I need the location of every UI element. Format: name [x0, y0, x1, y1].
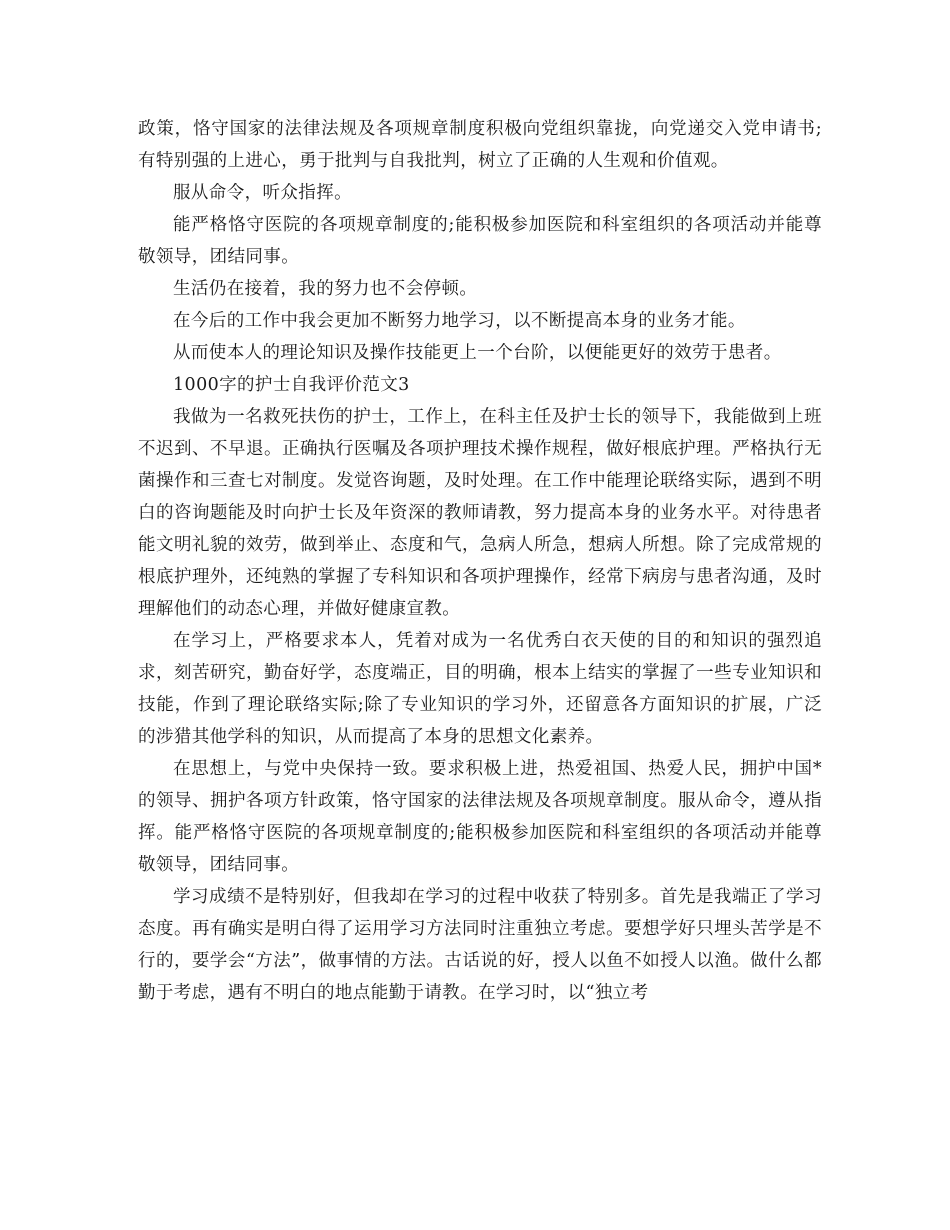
paragraph: 学习成绩不是特别好，但我却在学习的过程中收获了特别多。首先是我端正了学习态度。再有确实是明白得了运用学习方法同时注重独立考虑。要想学好只埋头苦学是不行的，要学会“方法”，做事情的方法。古话说的好，授人以鱼不如授人以渔。做什么都勤于考虑，遇有不明白的地点能勤于请教。在学习时，以“独立考 [138, 887, 822, 1003]
paragraph: 服从命令，听众指挥。 [173, 183, 352, 203]
paragraph: 在今后的工作中我会更加不断努力地学习，以不断提高本身的业务才能。 [173, 311, 746, 331]
document-body [138, 113, 822, 1009]
section-heading: 1000字的护士自我评价范文3 [173, 375, 410, 395]
paragraph-continued: 政策，恪守国家的法律法规及各项规章制度积极向党组织靠拢，向党递交入党申请书;有特别强的上进心，勇于批判与自我批判，树立了正确的人生观和价值观。 [138, 119, 822, 171]
paragraph: 能严格恪守医院的各项规章制度的;能积极参加医院和科室组织的各项活动并能尊敬领导，团结同事。 [138, 215, 822, 267]
paragraph: 生活仍在接着，我的努力也不会停顿。 [173, 279, 478, 299]
paragraph: 从而使本人的理论知识及操作技能更上一个台阶，以便能更好的效劳于患者。 [173, 343, 782, 363]
paragraph: 我做为一名救死扶伤的护士，工作上，在科主任及护士长的领导下，我能做到上班不迟到、不早退。正确执行医嘱及各项护理技术操作规程，做好根底护理。严格执行无菌操作和三查七对制度。发觉咨询题，及时处理。在工作中能理论联络实际，遇到不明白的咨询题能及时向护士长及年资深的教师请教，努力提高本身的业务水平。对待患者能文明礼貌的效劳，做到举止、态度和气，急病人所急，想病人所想。除了完成常规的根底护理外，还纯熟的掌握了专科知识和各项护理操作，经常下病房与患者沟通，及时理解他们的动态心理，并做好健康宣教。 [138, 407, 822, 619]
paragraph: 在学习上，严格要求本人，凭着对成为一名优秀白衣天使的目的和知识的强烈追求，刻苦研究，勤奋好学，态度端正，目的明确，根本上结实的掌握了一些专业知识和技能，作到了理论联络实际;除了专业知识的学习外，还留意各方面知识的扩展，广泛的涉猎其他学科的知识，从而提高了本身的思想文化素养。 [138, 631, 822, 747]
paragraph: 在思想上，与党中央保持一致。要求积极上进，热爱祖国、热爱人民，拥护中国*的领导、拥护各项方针政策，恪守国家的法律法规及各项规章制度。服从命令，遵从指挥。能严格恪守医院的各项规章制度的;能积极参加医院和科室组织的各项活动并能尊敬领导，团结同事。 [138, 759, 822, 875]
